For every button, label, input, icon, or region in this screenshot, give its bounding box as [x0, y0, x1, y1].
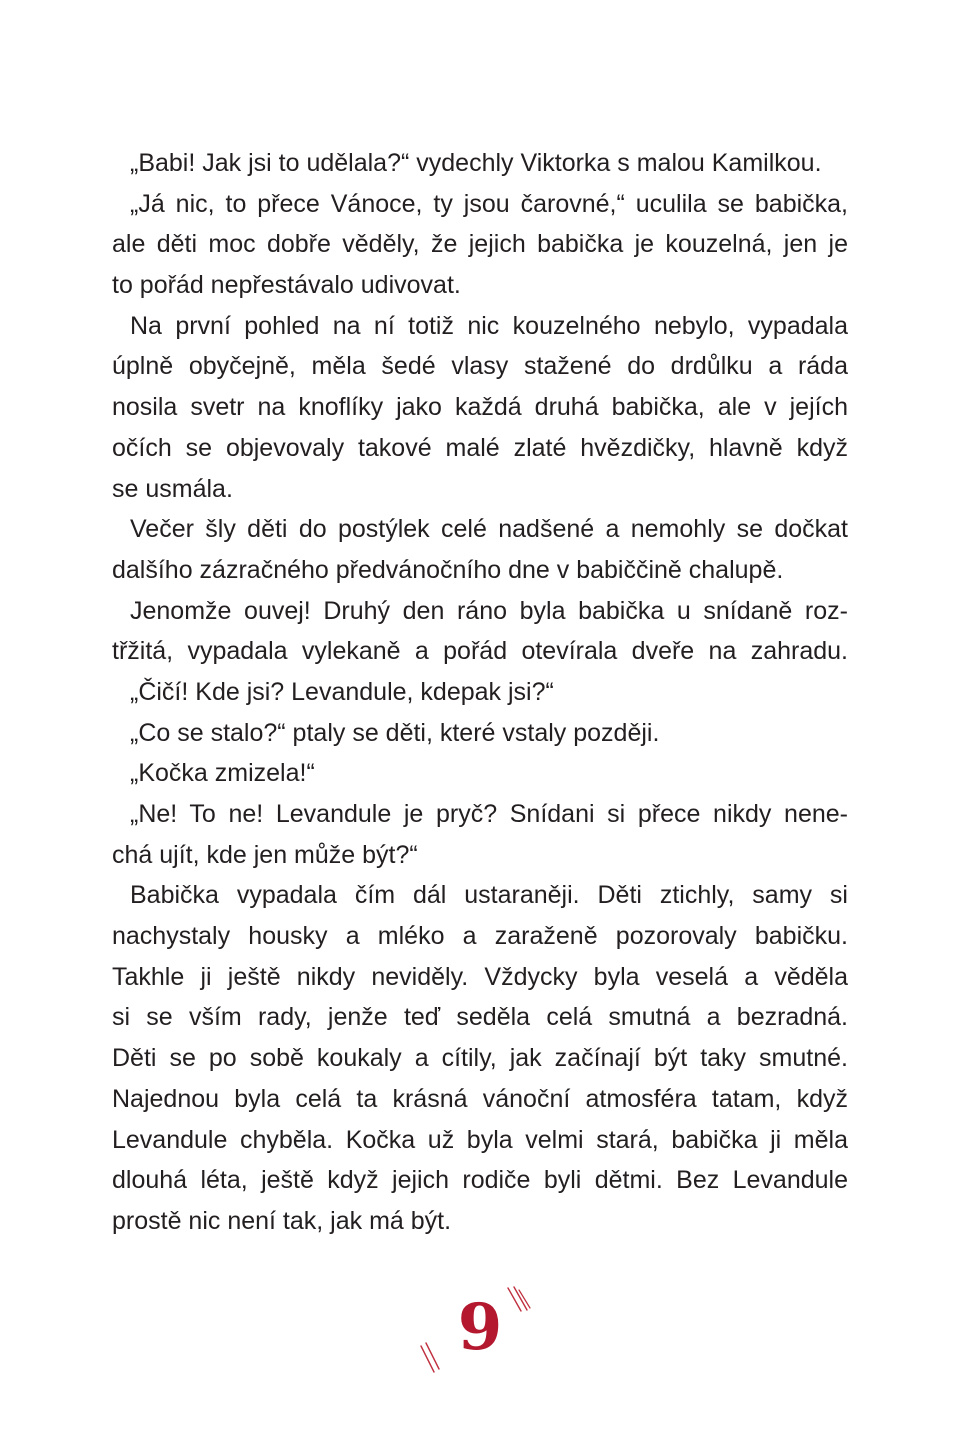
text-line: „Já nic, to přece Vánoce, ty jsou čarovné,“ uculila se babička,: [130, 189, 848, 218]
text-line: Děti se po sobě koukaly a cítily, jak začínají být taky smutné.: [112, 1044, 848, 1073]
page-number: 9: [457, 1290, 503, 1365]
text-line: nosila svetr na knoflíky jako každá druhá babička, ale v jejích: [112, 393, 848, 422]
text-line: nachystaly housky a mléko a zaraženě pozorovaly babičku.: [112, 922, 848, 951]
text-line: chá ujít, kde jen může být?“: [112, 840, 418, 869]
text-line: dlouhá léta, ještě když jejich rodiče byli dětmi. Bez Levandule: [112, 1166, 848, 1195]
text-line: „Kočka zmizela!“: [130, 759, 315, 788]
text-line: Babička vypadala čím dál ustaraněji. Děti ztichly, samy si: [130, 881, 848, 910]
text-line: „Ne! To ne! Levandule je pryč? Snídani si přece nikdy nene-: [130, 800, 848, 828]
scratch-marks-right-icon: [504, 1284, 536, 1318]
text-line: Levandule chyběla. Kočka už byla velmi stará, babička ji měla: [112, 1125, 848, 1154]
scratch-marks-left-icon: [418, 1338, 448, 1378]
text-line: ale děti moc dobře věděly, že jejich babička je kouzelná, jen je: [112, 230, 848, 259]
text-line: si se vším rady, jenže teď seděla celá smutná a bezradná.: [112, 1003, 848, 1032]
text-line: očích se objevovaly takové malé zlaté hvězdičky, hlavně když: [112, 433, 848, 462]
text-line: „Čičí! Kde jsi? Levandule, kdepak jsi?“: [130, 677, 554, 706]
text-line: Na první pohled na ní totiž nic kouzelného nebylo, vypadala: [130, 311, 848, 340]
text-line: se usmála.: [112, 474, 233, 503]
text-line: prostě nic není tak, jak má být.: [112, 1206, 452, 1235]
text-line: Večer šly děti do postýlek celé nadšené a nemohly se dočkat: [130, 515, 848, 544]
body-text: [112, 143, 848, 1242]
text-line: Takhle ji ještě nikdy neviděly. Vždycky byla veselá a věděla: [112, 962, 848, 991]
text-line: úplně obyčejně, měla šedé vlasy stažené do drdůlku a ráda: [112, 352, 848, 381]
text-line: to pořád nepřestávalo udivovat.: [112, 271, 461, 300]
text-line: „Babi! Jak jsi to udělala?“ vydechly Viktorka s malou Kamilkou.: [130, 149, 822, 177]
text-line: „Co se stalo?“ ptaly se děti, které vstaly později.: [130, 718, 660, 747]
text-line: dalšího zázračného předvánočního dne v babiččině chalupě.: [112, 555, 784, 584]
text-line: Najednou byla celá ta krásná vánoční atmosféra tatam, když: [112, 1084, 848, 1113]
text-line: třžitá, vypadala vylekaně a pořád otevírala dveře na zahradu.: [112, 637, 848, 666]
text-line: Jenomže ouvej! Druhý den ráno byla babička u snídaně roz-: [130, 596, 848, 625]
